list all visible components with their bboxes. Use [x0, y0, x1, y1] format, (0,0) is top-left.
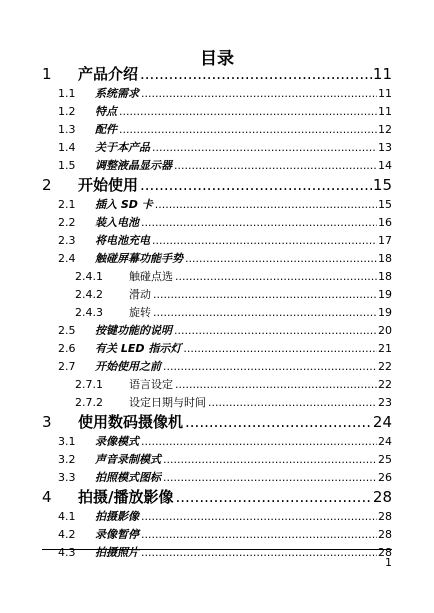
toc-entry-leader — [129, 376, 392, 394]
toc-entry-title: 滑动 — [129, 288, 151, 301]
toc-entry-leader — [95, 544, 392, 562]
toc-entry-number: 2 — [42, 176, 52, 194]
toc-dot-leader — [152, 232, 377, 250]
toc-entry-page: 19 — [378, 306, 392, 319]
toc-entry-level-3[interactable] — [0, 394, 434, 412]
toc-entry-number: 2.4.3 — [75, 306, 103, 319]
toc-entry-page: 11 — [372, 65, 392, 83]
toc-entry-title: 录像暂停 — [95, 528, 139, 541]
toc-entry-level-2[interactable] — [0, 526, 434, 544]
toc-entry-title: 装入电池 — [95, 216, 139, 229]
toc-entry-leader — [95, 85, 392, 103]
toc-entry-page: 24 — [378, 435, 392, 448]
toc-dot-leader — [155, 196, 377, 214]
toc-entry-level-2[interactable] — [0, 139, 434, 157]
toc-entry-level-1[interactable] — [0, 412, 434, 433]
toc-entry-page: 20 — [378, 324, 392, 337]
toc-entry-title: 录像模式 — [95, 435, 139, 448]
toc-entry-leader — [78, 64, 392, 85]
toc-entry-level-1[interactable] — [0, 64, 434, 85]
toc-entry-leader — [95, 508, 392, 526]
toc-dot-leader — [185, 412, 372, 433]
toc-entry-number: 3.1 — [58, 435, 76, 448]
toc-entry-page: 25 — [378, 453, 392, 466]
toc-entry-title: 使用数码摄像机 — [78, 413, 184, 431]
toc-dot-leader — [185, 250, 377, 268]
toc-entry-leader — [95, 196, 392, 214]
toc-entry-number: 2.3 — [58, 234, 76, 247]
toc-entry-leader — [95, 250, 392, 268]
toc-entry-title: 调整液晶显示器 — [95, 159, 172, 172]
toc-entry-number: 2.4 — [58, 252, 76, 265]
toc-dot-leader — [174, 322, 377, 340]
toc-entry-title: 按键功能的说明 — [95, 324, 172, 337]
toc-entry-title: 将电池充电 — [95, 234, 150, 247]
toc-entry-number: 4.2 — [58, 528, 76, 541]
toc-entry-number: 4 — [42, 488, 52, 506]
toc-entry-level-1[interactable] — [0, 487, 434, 508]
toc-entry-page: 17 — [378, 234, 392, 247]
toc-entry-page: 22 — [378, 378, 392, 391]
toc-entry-page: 11 — [378, 105, 392, 118]
toc-dot-leader — [175, 268, 377, 286]
toc-entry-title: 特点 — [95, 105, 117, 118]
toc-entry-title: 设定日期与时间 — [129, 396, 206, 409]
toc-dot-leader — [153, 286, 377, 304]
toc-entry-level-2[interactable] — [0, 250, 434, 268]
toc-entry-level-2[interactable] — [0, 451, 434, 469]
toc-entry-leader — [95, 121, 392, 139]
toc-entry-title: 系统需求 — [95, 87, 139, 100]
toc-entry-page: 12 — [378, 123, 392, 136]
toc-entry-number: 2.7.1 — [75, 378, 103, 391]
toc-dot-leader — [183, 340, 377, 358]
toc-entry-title: 拍摄影像 — [95, 510, 139, 523]
toc-entry-leader — [95, 103, 392, 121]
toc-dot-leader — [140, 64, 372, 85]
toc-entry-leader — [95, 451, 392, 469]
toc-entry-page: 24 — [372, 413, 392, 431]
toc-entry-title: 旋转 — [129, 306, 151, 319]
toc-entry-title: 开始使用之前 — [95, 360, 161, 373]
toc-dot-leader — [208, 394, 377, 412]
toc-entry-level-3[interactable] — [0, 304, 434, 322]
toc-entry-leader — [129, 394, 392, 412]
toc-entry-leader — [78, 412, 392, 433]
toc-entry-number: 1.5 — [58, 159, 76, 172]
toc-dot-leader — [119, 103, 377, 121]
toc-entry-number: 1.3 — [58, 123, 76, 136]
toc-entry-number: 1.1 — [58, 87, 76, 100]
toc-entry-leader — [129, 304, 392, 322]
toc-entry-leader — [95, 526, 392, 544]
toc-entry-leader — [129, 268, 392, 286]
toc-entry-page: 16 — [378, 216, 392, 229]
toc-entry-page: 18 — [378, 252, 392, 265]
toc-entry-title: 产品介绍 — [78, 65, 139, 83]
toc-entry-number: 3 — [42, 413, 52, 431]
toc-entry-title: 拍摄/播放影像 — [78, 488, 174, 506]
toc-entry-page: 28 — [378, 510, 392, 523]
toc-entry-title: 插入 SD 卡 — [95, 198, 153, 211]
toc-entry-number: 3.3 — [58, 471, 76, 484]
toc-entry-number: 2.1 — [58, 198, 76, 211]
toc-dot-leader — [175, 487, 371, 508]
toc-entry-number: 2.2 — [58, 216, 76, 229]
toc-entry-title: 拍照模式图标 — [95, 471, 161, 484]
toc-dot-leader — [141, 526, 377, 544]
toc-entry-page: 11 — [378, 87, 392, 100]
toc-entry-level-2[interactable] — [0, 85, 434, 103]
toc-dot-leader — [141, 214, 377, 232]
toc-entry-number: 4.3 — [58, 546, 76, 559]
toc-dot-leader — [163, 451, 377, 469]
toc-dot-leader — [141, 85, 377, 103]
toc-entry-number: 4.1 — [58, 510, 76, 523]
toc-entry-page: 14 — [378, 159, 392, 172]
toc-entry-level-3[interactable] — [0, 268, 434, 286]
toc-entry-level-2[interactable] — [0, 157, 434, 175]
toc-entry-title: 配件 — [95, 123, 117, 136]
toc-entry-level-2[interactable] — [0, 358, 434, 376]
page-title: 目录 — [200, 49, 234, 69]
toc-entry-page: 28 — [378, 528, 392, 541]
toc-entry-leader — [95, 214, 392, 232]
toc-entry-leader — [95, 340, 392, 358]
toc-entry-page: 22 — [378, 360, 392, 373]
toc-entry-page: 23 — [378, 396, 392, 409]
footer-divider — [42, 549, 392, 550]
toc-entry-page: 28 — [372, 488, 392, 506]
toc-entry-level-2[interactable] — [0, 196, 434, 214]
toc-dot-leader — [153, 304, 377, 322]
toc-entry-title: 触碰点选 — [129, 270, 173, 283]
toc-entry-number: 1.4 — [58, 141, 76, 154]
toc-entry-page: 18 — [378, 270, 392, 283]
toc-entry-number: 1 — [42, 65, 52, 83]
toc-entry-level-2[interactable] — [0, 508, 434, 526]
toc-entry-title: 拍摄照片 — [95, 546, 139, 559]
toc-dot-leader — [174, 157, 377, 175]
toc-dot-leader — [163, 469, 377, 487]
toc-entry-level-2[interactable] — [0, 214, 434, 232]
toc-entry-page: 13 — [378, 141, 392, 154]
toc-entry-level-2[interactable] — [0, 103, 434, 121]
toc-entry-leader — [95, 433, 392, 451]
toc-entry-leader — [78, 175, 392, 196]
toc-entry-leader — [95, 139, 392, 157]
toc-entry-number: 2.7.2 — [75, 396, 103, 409]
toc-entry-level-3[interactable] — [0, 286, 434, 304]
toc-entry-leader — [95, 469, 392, 487]
toc-dot-leader — [140, 175, 372, 196]
toc-entry-leader — [129, 286, 392, 304]
toc-dot-leader — [175, 376, 377, 394]
toc-entry-page: 26 — [378, 471, 392, 484]
toc-entry-page: 21 — [378, 342, 392, 355]
toc-entry-leader — [95, 157, 392, 175]
toc-entry-title: 声音录制模式 — [95, 453, 161, 466]
toc-entry-level-2[interactable] — [0, 121, 434, 139]
toc-entry-level-2[interactable] — [0, 433, 434, 451]
toc-dot-leader — [141, 433, 377, 451]
toc-entry-level-2[interactable] — [0, 232, 434, 250]
toc-entry-number: 1.2 — [58, 105, 76, 118]
toc-entry-number: 2.4.2 — [75, 288, 103, 301]
toc-entry-title: 开始使用 — [78, 176, 139, 194]
toc-dot-leader — [163, 358, 377, 376]
toc-entry-title: 关于本产品 — [95, 141, 150, 154]
toc-entry-number: 2.4.1 — [75, 270, 103, 283]
toc-dot-leader — [152, 139, 377, 157]
toc-entry-number: 3.2 — [58, 453, 76, 466]
toc-entry-level-2[interactable] — [0, 340, 434, 358]
toc-entry-number: 2.7 — [58, 360, 76, 373]
toc-entry-level-3[interactable] — [0, 376, 434, 394]
toc-entry-page: 28 — [378, 546, 392, 559]
footer-page-number: 1 — [385, 556, 392, 569]
toc-entry-title: 触碰屏幕功能手势 — [95, 252, 183, 265]
toc-entry-title: 语言设定 — [129, 378, 173, 391]
toc-entry-leader — [95, 358, 392, 376]
toc-dot-leader — [119, 121, 377, 139]
toc-dot-leader — [141, 544, 377, 562]
toc-entry-page: 19 — [378, 288, 392, 301]
toc-dot-leader — [141, 508, 377, 526]
toc-entry-number: 2.6 — [58, 342, 76, 355]
toc-entry-level-2[interactable] — [0, 469, 434, 487]
toc-entry-number: 2.5 — [58, 324, 76, 337]
toc-entry-title: 有关 LED 指示灯 — [95, 342, 182, 355]
toc-entry-page: 15 — [372, 176, 392, 194]
toc-entry-page: 15 — [378, 198, 392, 211]
toc-entry-leader — [95, 232, 392, 250]
toc-entry-level-2[interactable] — [0, 544, 434, 562]
toc-entry-level-2[interactable] — [0, 322, 434, 340]
toc-entry-level-1[interactable] — [0, 175, 434, 196]
toc-entry-leader — [95, 322, 392, 340]
toc-entry-leader — [78, 487, 392, 508]
